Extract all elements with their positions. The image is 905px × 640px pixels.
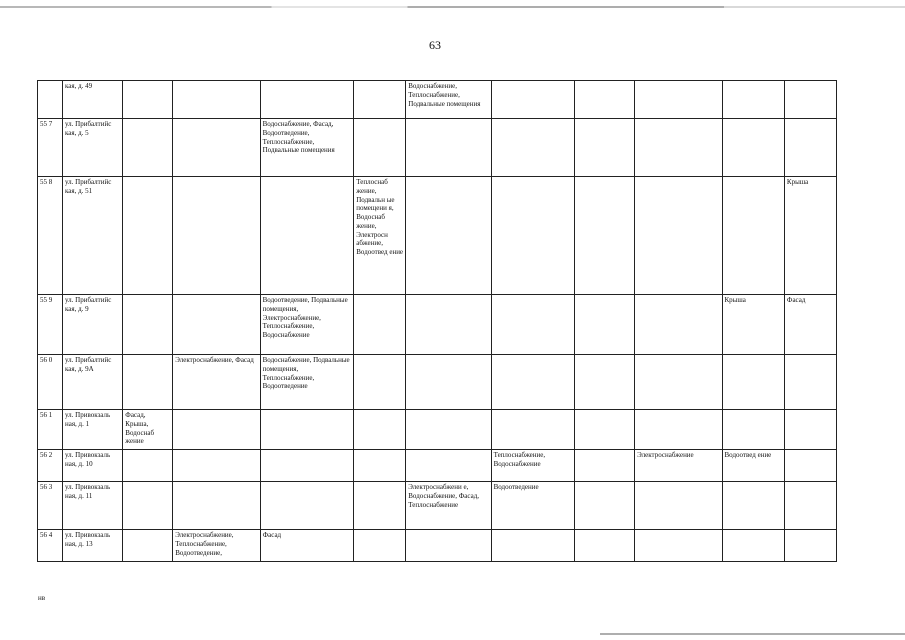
work-cell bbox=[784, 410, 836, 450]
work-cell: Водоснабжение, Фасад, Водоотведение, Теплоснабжение, Подвальные помещения bbox=[260, 119, 354, 177]
scan-artifact-bottom bbox=[600, 633, 905, 635]
footer-mark: нв bbox=[38, 594, 46, 602]
row-number-cell: 55 7 bbox=[38, 119, 63, 177]
work-cell bbox=[784, 81, 836, 119]
work-cell: Водоснабжение, Подвальные помещения, Теплоснабжение, Водоотведение bbox=[260, 355, 354, 410]
work-cell bbox=[635, 295, 722, 355]
work-cell: Электроснабжени е, Водоснабжение, Фасад, Теплоснабжение bbox=[406, 482, 491, 530]
work-cell bbox=[635, 530, 722, 562]
work-cell bbox=[406, 119, 491, 177]
address-cell: ул. Прибалтийс кая, д. 51 bbox=[62, 177, 122, 295]
work-cell bbox=[784, 355, 836, 410]
table-row bbox=[38, 410, 837, 450]
address-cell: ул. Привокзаль ная, д. 10 bbox=[62, 450, 122, 482]
work-cell bbox=[260, 177, 354, 295]
work-cell bbox=[491, 530, 574, 562]
row-number-cell: 56 2 bbox=[38, 450, 63, 482]
work-cell: Электроснабжение bbox=[635, 450, 722, 482]
row-number-cell: 56 4 bbox=[38, 530, 63, 562]
page-number: 63 bbox=[429, 38, 441, 52]
work-cell bbox=[574, 295, 634, 355]
work-cell bbox=[722, 355, 784, 410]
work-cell bbox=[173, 177, 260, 295]
work-cell bbox=[722, 177, 784, 295]
address-cell: кая, д. 49 bbox=[62, 81, 122, 119]
work-cell: Водоснабжение, Теплоснабжение, Подвальные помещения bbox=[406, 81, 491, 119]
work-cell bbox=[406, 295, 491, 355]
work-cell bbox=[173, 81, 260, 119]
work-cell bbox=[491, 410, 574, 450]
work-cell bbox=[491, 81, 574, 119]
row-number-cell: 56 0 bbox=[38, 355, 63, 410]
work-cell bbox=[354, 119, 406, 177]
table-row bbox=[38, 81, 837, 119]
table-row bbox=[38, 450, 837, 482]
work-cell bbox=[574, 119, 634, 177]
work-cell: Водоотвед ение bbox=[722, 450, 784, 482]
work-cell bbox=[406, 410, 491, 450]
work-cell bbox=[784, 450, 836, 482]
work-cell bbox=[123, 119, 173, 177]
work-cell bbox=[406, 530, 491, 562]
work-cell bbox=[722, 119, 784, 177]
work-cell: Водоотведение, Подвальные помещения, Электроснабжение, Теплоснабжение, Водоснабжение bbox=[260, 295, 354, 355]
work-cell: Теплоснаб жение, Подвальн ые помещени я, Водоснаб жение, Электросн абжение, Водоотвед ение bbox=[354, 177, 406, 295]
work-cell bbox=[784, 530, 836, 562]
work-cell bbox=[406, 177, 491, 295]
work-cell bbox=[123, 295, 173, 355]
work-cell bbox=[123, 450, 173, 482]
work-cell bbox=[173, 482, 260, 530]
row-number-cell: 55 8 bbox=[38, 177, 63, 295]
work-cell bbox=[635, 81, 722, 119]
work-cell bbox=[123, 81, 173, 119]
work-cell bbox=[574, 450, 634, 482]
address-cell: ул. Привокзаль ная, д. 1 bbox=[62, 410, 122, 450]
work-cell bbox=[173, 295, 260, 355]
work-cell: Фасад bbox=[784, 295, 836, 355]
work-cell: Электроснабжение, Фасад bbox=[173, 355, 260, 410]
work-cell bbox=[491, 119, 574, 177]
work-cell bbox=[354, 295, 406, 355]
work-cell bbox=[354, 410, 406, 450]
table-row bbox=[38, 177, 837, 295]
work-cell bbox=[354, 355, 406, 410]
work-cell bbox=[635, 119, 722, 177]
works-schedule-table bbox=[37, 80, 837, 562]
work-cell bbox=[123, 482, 173, 530]
work-cell bbox=[574, 177, 634, 295]
work-cell bbox=[635, 482, 722, 530]
row-number-cell bbox=[38, 81, 63, 119]
work-cell bbox=[574, 81, 634, 119]
work-cell bbox=[173, 119, 260, 177]
work-cell bbox=[491, 295, 574, 355]
work-cell: Крыша bbox=[722, 295, 784, 355]
work-cell bbox=[354, 81, 406, 119]
work-cell: Теплоснабжение, Водоснабжение bbox=[491, 450, 574, 482]
work-cell: Крыша bbox=[784, 177, 836, 295]
work-cell bbox=[123, 355, 173, 410]
work-cell bbox=[406, 450, 491, 482]
work-cell bbox=[635, 410, 722, 450]
work-cell bbox=[173, 450, 260, 482]
work-cell bbox=[173, 410, 260, 450]
table-row bbox=[38, 482, 837, 530]
table-row bbox=[38, 119, 837, 177]
work-cell: Электроснабжение, Теплоснабжение, Водоотведение, bbox=[173, 530, 260, 562]
work-cell bbox=[784, 482, 836, 530]
work-cell bbox=[635, 177, 722, 295]
work-cell bbox=[123, 530, 173, 562]
work-cell bbox=[574, 355, 634, 410]
row-number-cell: 56 3 bbox=[38, 482, 63, 530]
address-cell: ул. Прибалтийс кая, д. 5 bbox=[62, 119, 122, 177]
work-cell bbox=[260, 450, 354, 482]
work-cell bbox=[354, 482, 406, 530]
work-cell bbox=[722, 530, 784, 562]
table-row bbox=[38, 530, 837, 562]
address-cell: ул. Привокзаль ная, д. 11 bbox=[62, 482, 122, 530]
work-cell bbox=[635, 355, 722, 410]
work-cell bbox=[574, 410, 634, 450]
table-row bbox=[38, 355, 837, 410]
work-cell bbox=[491, 177, 574, 295]
address-cell: ул. Прибалтийс кая, д. 9А bbox=[62, 355, 122, 410]
work-cell bbox=[354, 530, 406, 562]
work-cell: Фасад bbox=[260, 530, 354, 562]
work-cell bbox=[574, 482, 634, 530]
work-cell: Фасад, Крыша, Водоснаб жение bbox=[123, 410, 173, 450]
address-cell: ул. Привокзаль ная, д. 13 bbox=[62, 530, 122, 562]
address-cell: ул. Прибалтийс кая, д. 9 bbox=[62, 295, 122, 355]
table-row bbox=[38, 295, 837, 355]
row-number-cell: 56 1 bbox=[38, 410, 63, 450]
work-cell bbox=[722, 482, 784, 530]
work-cell bbox=[722, 410, 784, 450]
work-cell bbox=[491, 355, 574, 410]
work-cell bbox=[574, 530, 634, 562]
scan-artifact-top bbox=[0, 6, 905, 8]
work-cell bbox=[784, 119, 836, 177]
work-cell bbox=[260, 81, 354, 119]
work-cell bbox=[260, 410, 354, 450]
work-cell bbox=[406, 355, 491, 410]
work-cell bbox=[722, 81, 784, 119]
work-cell bbox=[260, 482, 354, 530]
work-cell bbox=[354, 450, 406, 482]
work-cell bbox=[123, 177, 173, 295]
row-number-cell: 55 9 bbox=[38, 295, 63, 355]
work-cell: Водоотведение bbox=[491, 482, 574, 530]
